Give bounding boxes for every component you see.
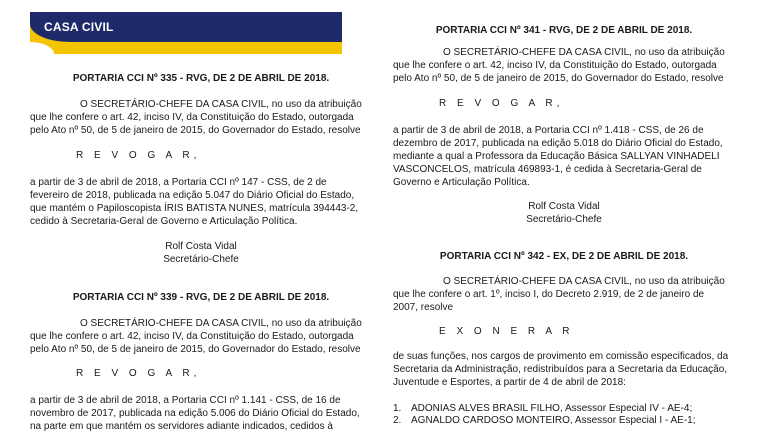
list-item-number: 2. <box>393 415 402 426</box>
body-line: VASCONCELOS, matrícula 469893-1, é cedida à Secretaria-Geral de <box>393 164 702 175</box>
portaria-342-body <box>393 350 735 389</box>
portaria-335-body <box>30 176 372 228</box>
intro-line: que lhe confere o art. 42, inciso IV, da Constituição do Estado, outorgada <box>30 331 354 342</box>
intro-line: que lhe confere o art. 1º, inciso I, do Decreto 2.919, de 2 de janeiro de <box>393 289 705 300</box>
body-line: dezembro de 2017, publicada na edição 5.018 do Diário Oficial do Estado, <box>393 138 723 149</box>
intro-line: O SECRETÁRIO-CHEFE DA CASA CIVIL, no uso da atribuição <box>443 47 725 58</box>
portaria-339-title: PORTARIA CCI Nº 339 - RVG, DE 2 DE ABRIL DE 2018. <box>72 292 330 303</box>
section-title: CASA CIVIL <box>44 20 114 34</box>
body-line: novembro de 2017, publicada na edição 5.006 do Diário Oficial do Estado, <box>30 408 360 419</box>
body-line: mediante a qual a Professora da Educação Básica SALLYAN VINHADELI <box>393 151 720 162</box>
body-line: Secretaria da Administração, redistribuídos para a Secretaria da Educação, <box>393 364 728 375</box>
portaria-341-title: PORTARIA CCI Nº 341 - RVG, DE 2 DE ABRIL DE 2018. <box>435 25 693 36</box>
body-line: na parte em que mantém os servidores adiante indicados, cedidos à <box>30 421 333 432</box>
portaria-341-intro <box>393 46 735 85</box>
portaria-339-action: R E V O G A R, <box>76 368 201 379</box>
intro-line: que lhe confere o art. 42, inciso IV, da Constituição do Estado, outorgada <box>30 112 354 123</box>
list-item-number: 1. <box>393 403 402 414</box>
body-line: Governo e Articulação Política. <box>393 177 530 188</box>
portaria-341-signer: Rolf Costa Vidal <box>528 201 600 212</box>
body-line: a partir de 3 de abril de 2018, a Portaria CCI nº 1.141 - CSS, de 16 de <box>30 395 341 406</box>
portaria-339-body <box>30 394 372 433</box>
list-item-text: ADONIAS ALVES BRASIL FILHO, Assessor Especial IV - AE-4; <box>411 403 693 414</box>
list-item-text: AGNALDO CARDOSO MONTEIRO, Assessor Especial I - AE-1; <box>411 415 696 426</box>
intro-line: 2007, resolve <box>393 302 454 313</box>
intro-line: pelo Ato nº 50, de 5 de janeiro de 2015, do Governador do Estado, resolve <box>393 73 724 84</box>
portaria-341-body <box>393 124 735 189</box>
body-line: cedido à Secretaria-Geral de Governo e Articulação Política. <box>30 216 298 227</box>
portaria-335-action: R E V O G A R, <box>76 150 201 161</box>
intro-line: O SECRETÁRIO-CHEFE DA CASA CIVIL, no uso da atribuição <box>80 318 362 329</box>
body-line: que mantém o Papiloscopista ÍRIS BATISTA NUNES, matrícula 394443-2, <box>30 203 359 214</box>
portaria-335-intro <box>30 98 372 137</box>
body-line: a partir de 3 de abril de 2018, a Portaria CCI nº 1.418 - CSS, de 26 de <box>393 125 704 136</box>
portaria-342-title: PORTARIA CCI Nº 342 - EX, DE 2 DE ABRIL DE 2018. <box>439 251 689 262</box>
portaria-335-title: PORTARIA CCI Nº 335 - RVG, DE 2 DE ABRIL DE 2018. <box>72 73 330 84</box>
body-line: Juventude e Esportes, a partir de 4 de abril de 2018: <box>393 377 626 388</box>
portaria-339-intro <box>30 317 372 356</box>
body-line: fevereiro de 2018, publicada na edição 5.047 do Diário Oficial do Estado, <box>30 190 355 201</box>
portaria-335-signer-role: Secretário-Chefe <box>163 254 239 265</box>
intro-line: que lhe confere o art. 42, inciso IV, da Constituição do Estado, outorgada <box>393 60 717 71</box>
intro-line: pelo Ato nº 50, de 5 de janeiro de 2015, do Governador do Estado, resolve <box>30 344 361 355</box>
list-item <box>393 414 696 427</box>
body-line: a partir de 3 de abril de 2018, a Portaria CCI nº 147 - CSS, de 2 de <box>30 177 327 188</box>
intro-line: O SECRETÁRIO-CHEFE DA CASA CIVIL, no uso da atribuição <box>80 99 362 110</box>
intro-line: pelo Ato nº 50, de 5 de janeiro de 2015, do Governador do Estado, resolve <box>30 125 361 136</box>
portaria-335-signer: Rolf Costa Vidal <box>165 241 237 252</box>
portaria-341-action: R E V O G A R, <box>439 98 564 109</box>
portaria-341-signer-role: Secretário-Chefe <box>526 214 602 225</box>
portaria-342-intro <box>393 275 735 314</box>
portaria-342-action: E X O N E R A R <box>439 326 574 337</box>
body-line: de suas funções, nos cargos de provimento em comissão especificados, da <box>393 351 729 362</box>
intro-line: O SECRETÁRIO-CHEFE DA CASA CIVIL, no uso da atribuição <box>443 276 725 287</box>
